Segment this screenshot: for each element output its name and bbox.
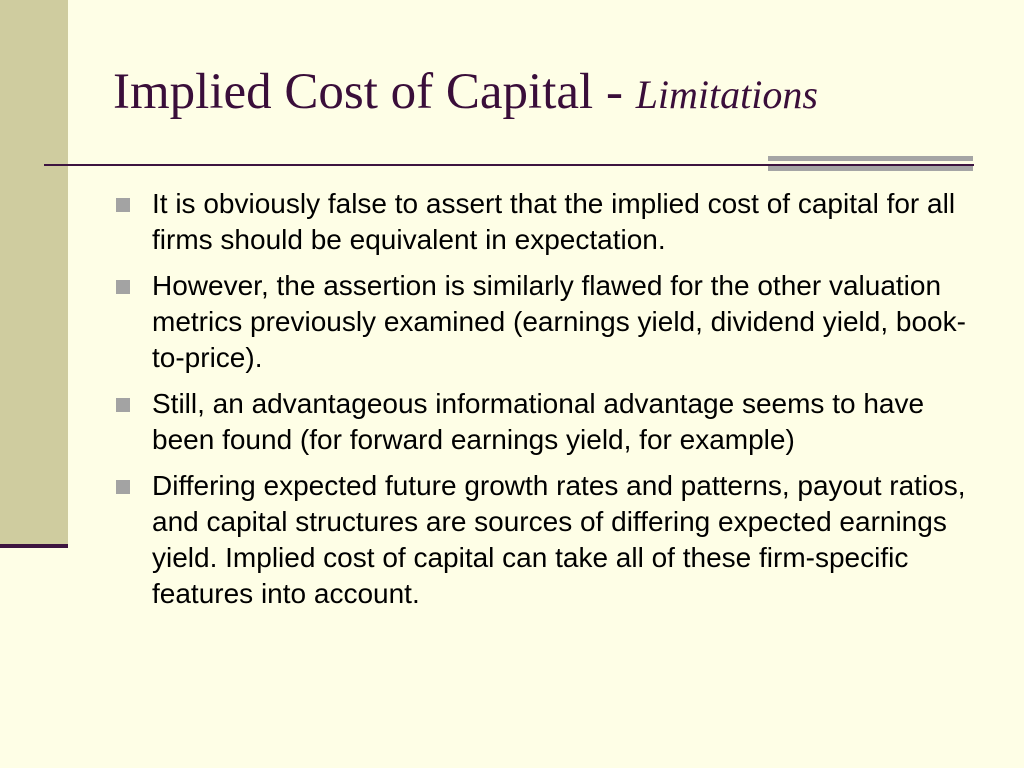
bullet-text: Differing expected future growth rates and patterns, payout ratios, and capital structures are sources of differing expected earnings yield. Implied cost of capital can take all of these firm-specific features into account. [152,470,966,609]
title-main: Implied Cost of Capital - [113,64,636,120]
gray-bar [768,166,973,171]
gray-bar [768,156,973,161]
bullet-item [114,268,974,376]
bullet-text: Still, an advantageous informational advantage seems to have been found (for forward earnings yield, for example) [152,388,925,455]
square-bullet-icon [116,198,130,212]
slide-title [113,62,818,123]
title-subtitle: Limitations [635,72,818,117]
square-bullet-icon [116,398,130,412]
bullet-item [114,386,974,458]
square-bullet-icon [116,480,130,494]
bullet-list [114,186,974,622]
bullet-item [114,186,974,258]
decorative-gray-bars [768,156,973,176]
bullet-text: It is obviously false to assert that the implied cost of capital for all firms should be equivalent in expectation. [152,188,956,255]
bullet-text: However, the assertion is similarly flawed for the other valuation metrics previously examined (earnings yield, dividend yield, book-to-price). [152,270,966,373]
side-rule-line [0,544,68,548]
square-bullet-icon [116,280,130,294]
bullet-item [114,468,974,612]
side-decorative-band [0,0,68,546]
